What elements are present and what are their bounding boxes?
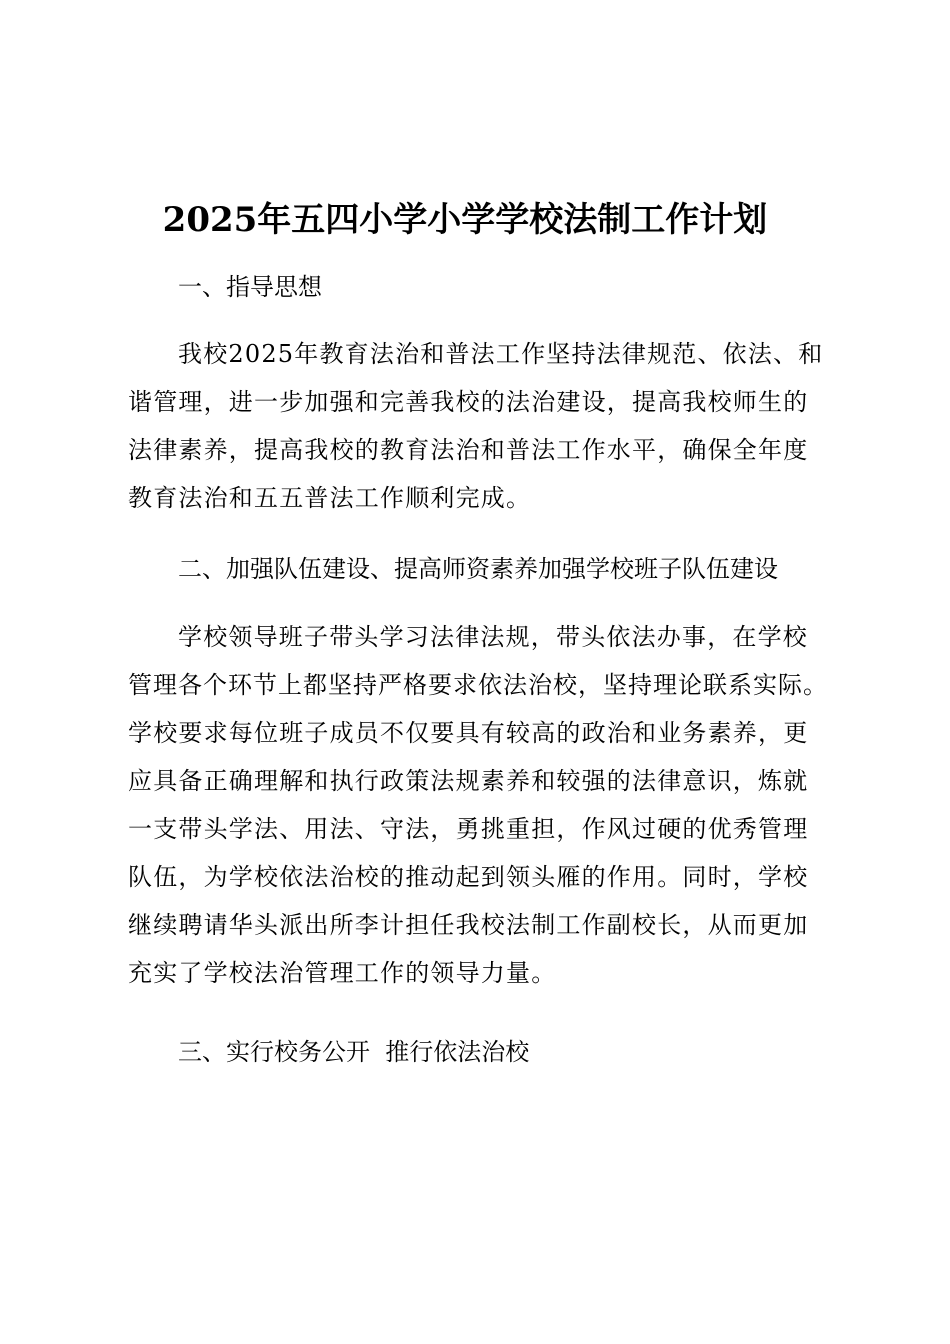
document-title: 2025年五四小学小学学校法制工作计划 [162, 200, 768, 240]
paragraph-line: 一支带头学法、用法、守法，勇挑重担，作风过硬的优秀管理 [128, 815, 809, 843]
section-heading-guiding-ideology: 一、指导思想 [178, 273, 322, 301]
paragraph-line: 法律素养，提高我校的教育法治和普法工作水平，确保全年度 [128, 436, 809, 464]
paragraph-line: 学校要求每位班子成员不仅要具有较高的政治和业务素养，更 [128, 719, 809, 747]
paragraph-line: 充实了学校法治管理工作的领导力量。 [128, 959, 557, 987]
section-paragraph-team-building [128, 613, 828, 997]
paragraph-line: 继续聘请华头派出所李计担任我校法制工作副校长，从而更加 [128, 911, 809, 939]
paragraph-line: 队伍，为学校依法治校的推动起到领头雁的作用。同时，学校 [128, 863, 809, 891]
paragraph-line: 应具备正确理解和执行政策法规素养和较强的法律意识，炼就 [128, 767, 809, 795]
section-heading-team-building: 二、加强队伍建设、提高师资素养加强学校班子队伍建设 [178, 555, 778, 583]
section-paragraph-guiding-ideology [128, 330, 828, 522]
paragraph-line: 谐管理，进一步加强和完善我校的法治建设，提高我校师生的 [128, 388, 809, 416]
paragraph-line: 学校领导班子带头学习法律法规，带头依法办事，在学校 [178, 623, 808, 651]
paragraph-line: 管理各个环节上都坚持严格要求依法治校，坚持理论联系实际。 [128, 671, 828, 699]
section-heading-school-affairs: 三、实行校务公开 推行依法治校 [178, 1038, 530, 1066]
paragraph-line: 我校2025年教育法治和普法工作坚持法律规范、依法、和 [178, 340, 824, 368]
paragraph-line: 教育法治和五五普法工作顺利完成。 [128, 484, 532, 512]
